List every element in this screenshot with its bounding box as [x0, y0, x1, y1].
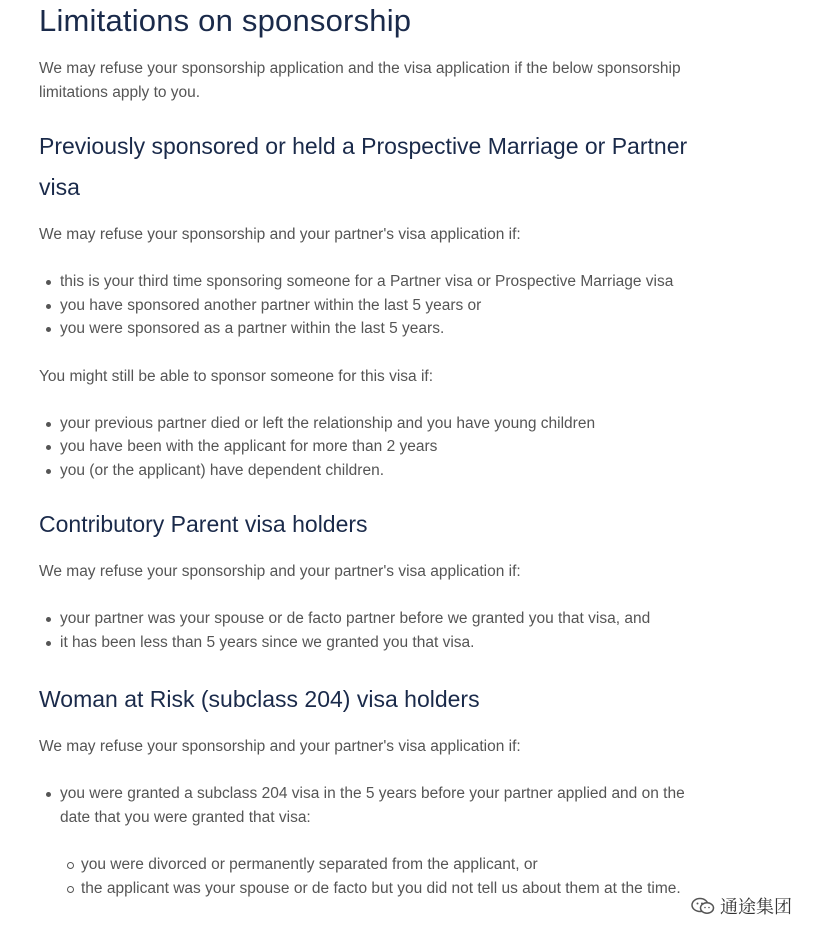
section-lead-text: We may refuse your sponsorship and your partner's visa application if: [39, 226, 521, 243]
list-item: it has been less than 5 years since we granted you that visa. [60, 631, 729, 655]
watermark-text: 通途集团 [720, 897, 792, 918]
heading-line-1: Previously sponsored or held a Prospective Marriage or Partner [39, 133, 688, 159]
list-item: you have been with the applicant for more than 2 years [60, 435, 729, 459]
watermark [688, 892, 794, 920]
intro-paragraph: We may refuse your sponsorship application and the visa application if the below sponsorship limitations apply to you. [39, 60, 681, 101]
section-heading-contributory-parent: Contributory Parent visa holders [39, 511, 368, 537]
list-item: your previous partner died or left the relationship and you have young children [60, 412, 729, 436]
refusal-conditions-list [39, 270, 729, 341]
section-lead-text: We may refuse your sponsorship and your partner's visa application if: [39, 563, 521, 580]
list-item: you were sponsored as a partner within the last 5 years. [60, 317, 729, 341]
contributory-conditions-list [39, 607, 729, 654]
section-heading-previously-sponsored [39, 126, 729, 208]
still-sponsor-lead: You might still be able to sponsor someone for this visa if: [39, 367, 434, 385]
section-lead-text: We may refuse your sponsorship and your partner's visa application if: [39, 738, 521, 755]
nested-conditions-list [60, 853, 729, 900]
page-content [39, 0, 729, 900]
list-item: your partner was your spouse or de facto partner before we granted you that visa, and [60, 607, 729, 631]
exceptions-list [39, 412, 729, 483]
list-item: you (or the applicant) have dependent children. [60, 459, 729, 483]
nested-list-item: the applicant was your spouse or de facto but you did not tell us about them at the time. [81, 877, 729, 901]
list-item-line-2: date that you were granted that visa: [60, 808, 311, 826]
section-heading-woman-at-risk: Woman at Risk (subclass 204) visa holders [39, 686, 480, 712]
heading-line-2: visa [39, 174, 80, 200]
list-item [60, 782, 729, 900]
page-title: Limitations on sponsorship [39, 3, 412, 38]
woman-at-risk-conditions-list [39, 782, 729, 900]
wechat-icon [690, 896, 716, 916]
list-item: this is your third time sponsoring someone for a Partner visa or Prospective Marriage visa [60, 270, 729, 294]
nested-list-item: you were divorced or permanently separated from the applicant, or [81, 853, 729, 877]
list-item-line-1: you were granted a subclass 204 visa in the 5 years before your partner applied and on the [60, 785, 685, 802]
list-item: you have sponsored another partner within the last 5 years or [60, 294, 729, 318]
